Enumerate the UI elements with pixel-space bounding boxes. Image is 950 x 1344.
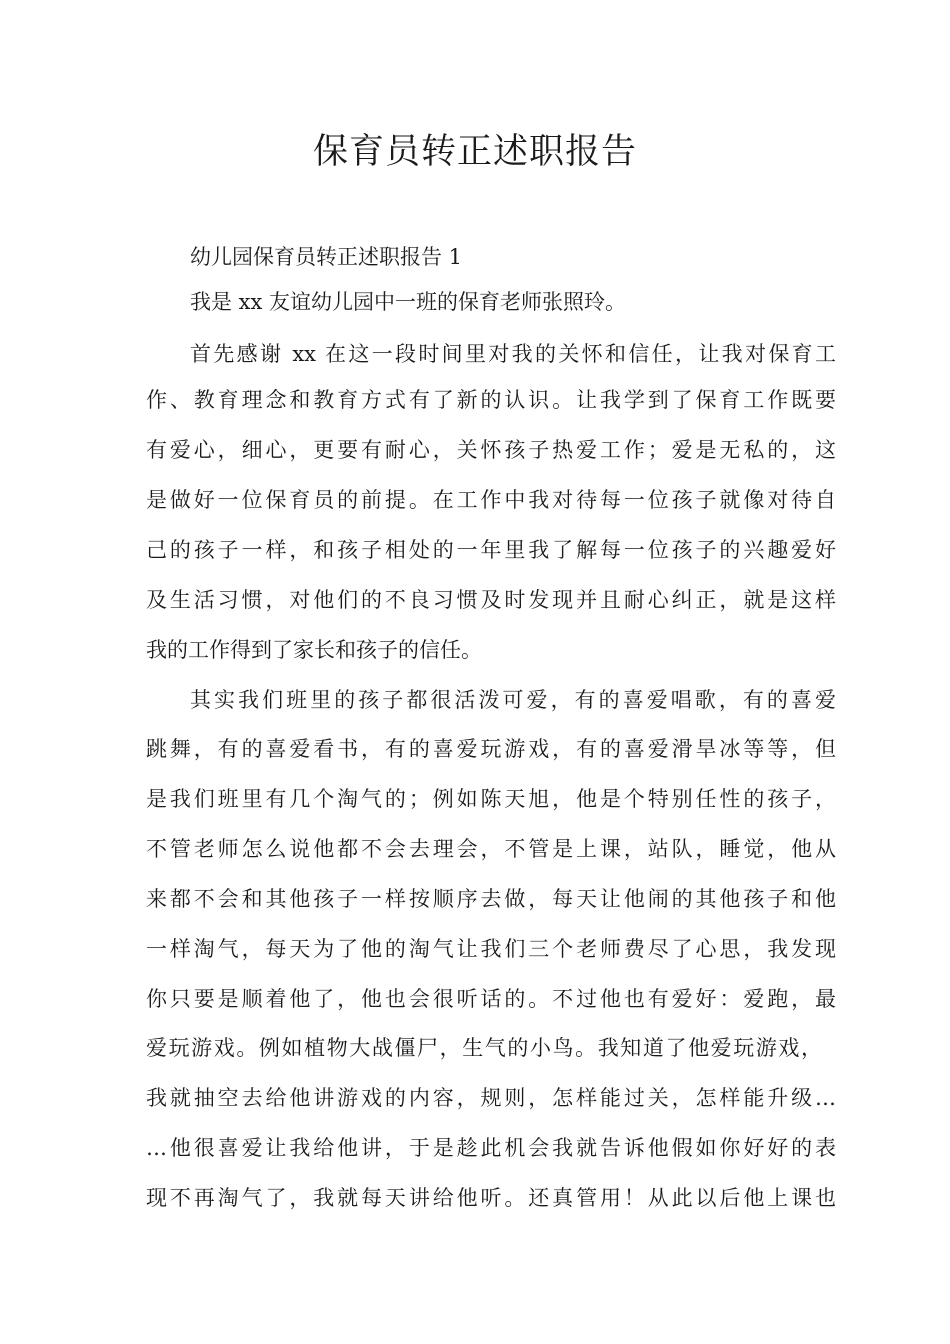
paragraph-line: 是我们班里有几个淘气的；例如陈天旭，他是个特别任性的孩子，: [146, 787, 836, 811]
paragraph-line: 我的工作得到了家长和孩子的信任。: [146, 638, 482, 662]
paragraph-line: 是做好一位保育员的前提。在工作中我对待每一位孩子就像对待自: [146, 488, 836, 512]
paragraph-line: 你只要是顺着他了，他也会很听话的。不过他也有爱好：爱跑，最: [146, 987, 836, 1011]
paragraph-line: 一样淘气，每天为了他的淘气让我们三个老师费尽了心思，我发现: [146, 937, 836, 961]
paragraph-line: 作、教育理念和教育方式有了新的认识。让我学到了保育工作既要: [146, 388, 836, 412]
paragraph-line: 有爱心，细心，更要有耐心，关怀孩子热爱工作；爱是无私的，这: [146, 438, 836, 462]
paragraph-line: 其实我们班里的孩子都很活泼可爱，有的喜爱唱歌，有的喜爱: [190, 688, 836, 712]
paragraph-line: 首先感谢 xx 在这一段时间里对我的关怀和信任，让我对保育工: [190, 342, 836, 366]
paragraph-line: 跳舞，有的喜爱看书，有的喜爱玩游戏，有的喜爱滑旱冰等等，但: [146, 737, 836, 761]
document-title: 保育员转正述职报告: [312, 132, 637, 172]
paragraph-line: 我就抽空去给他讲游戏的内容，规则，怎样能过关，怎样能升级…: [146, 1086, 836, 1110]
paragraph-line: 不管老师怎么说他都不会去理会，不管是上课，站队，睡觉，他从: [146, 837, 836, 861]
paragraph-line: 我是 xx 友谊幼儿园中一班的保育老师张照玲。: [190, 290, 627, 314]
paragraph-line: 爱玩游戏。例如植物大战僵尸，生气的小鸟。我知道了他爱玩游戏，: [146, 1036, 822, 1060]
paragraph-line: 己的孩子一样，和孩子相处的一年里我了解每一位孩子的兴趣爱好: [146, 538, 836, 562]
section-heading: 幼儿园保育员转正述职报告 1: [190, 245, 463, 269]
paragraph-line: 现不再淘气了，我就每天讲给他听。还真管用！从此以后他上课也: [146, 1186, 836, 1210]
paragraph-line: …他很喜爱让我给他讲，于是趁此机会我就告诉他假如你好好的表: [146, 1136, 836, 1160]
paragraph-line: 及生活习惯，对他们的不良习惯及时发现并且耐心纠正，就是这样: [146, 588, 836, 612]
paragraph-line: 来都不会和其他孩子一样按顺序去做，每天让他闹的其他孩子和他: [146, 887, 836, 911]
